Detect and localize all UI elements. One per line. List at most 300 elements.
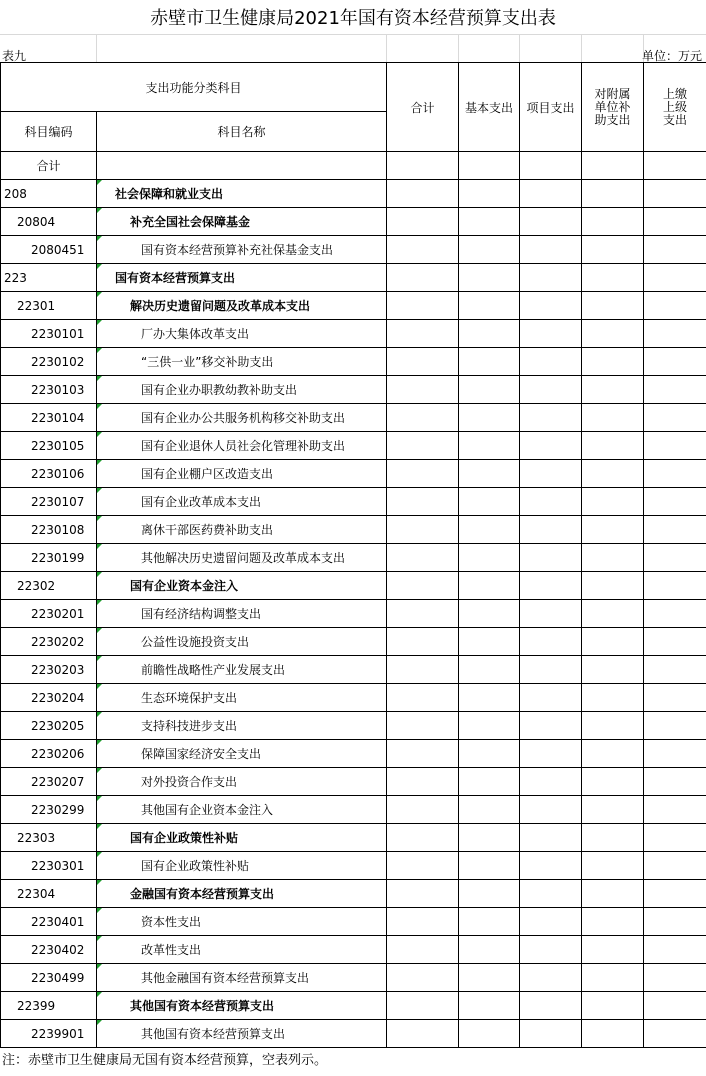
table-row [1,460,706,488]
table-cell [644,656,706,684]
table-cell [582,964,644,992]
subject-name [97,488,387,516]
subject-code: 208 [1,180,97,208]
table-cell [520,180,582,208]
table-cell [582,1020,644,1048]
table-row [1,1020,706,1048]
table-cell [520,264,582,292]
table-row [1,320,706,348]
table-row [1,572,706,600]
table-cell [644,516,706,544]
table-row [1,880,706,908]
table-cell [387,460,459,488]
cell-marker-icon [97,628,102,633]
table-cell [387,880,459,908]
table-cell [582,936,644,964]
table-row [1,628,706,656]
table-cell [582,908,644,936]
table-cell [459,684,520,712]
table-cell [459,768,520,796]
table-cell [582,348,644,376]
table-cell [387,796,459,824]
table-cell [387,180,459,208]
table-cell [459,880,520,908]
cell-marker-icon [97,292,102,297]
subject-name-text: 保障国家经济安全支出 [141,747,262,761]
table-cell [644,908,706,936]
table-cell [387,600,459,628]
subject-name [97,516,387,544]
subject-code: 2230301 [1,852,97,880]
subject-code: 2230104 [1,404,97,432]
table-cell [644,320,706,348]
table-row [1,796,706,824]
subject-name [97,768,387,796]
unit-label: 单位：万元 [641,49,702,63]
table-cell [387,684,459,712]
subject-name-text: 国有企业政策性补贴 [141,859,250,873]
cell-marker-icon [97,208,102,213]
header-project: 项目支出 [520,63,582,152]
table-cell [644,852,706,880]
subject-code: 223 [1,264,97,292]
table-cell [644,964,706,992]
table-cell [97,152,387,180]
table-cell [582,180,644,208]
subject-code: 2230205 [1,712,97,740]
table-cell [459,320,520,348]
subject-name-text: 改革性支出 [141,943,202,957]
table-cell [582,208,644,236]
table-cell [459,656,520,684]
table-cell [520,768,582,796]
table-cell [582,460,644,488]
subject-name [97,376,387,404]
table-row [1,264,706,292]
table-cell [582,236,644,264]
table-cell [644,684,706,712]
table-cell [582,432,644,460]
subject-name [97,236,387,264]
table-cell [644,152,706,180]
table-row [1,656,706,684]
subject-name-text: 资本性支出 [141,915,202,929]
table-cell [644,1020,706,1048]
table-cell [582,376,644,404]
table-cell [520,712,582,740]
subject-code: 22303 [1,824,97,852]
table-row [1,740,706,768]
header-subsidy [582,63,644,152]
table-row [1,208,706,236]
subject-code: 2239901 [1,1020,97,1048]
table-cell [520,432,582,460]
header-row [1,63,706,112]
subject-name [97,264,387,292]
table-cell [644,236,706,264]
table-cell [387,236,459,264]
gridline [581,34,582,62]
table-cell [387,208,459,236]
table-cell [582,404,644,432]
table-cell [582,880,644,908]
subject-name [97,572,387,600]
gridline [0,34,706,35]
table-cell [387,516,459,544]
table-cell [520,600,582,628]
header-basic: 基本支出 [459,63,520,152]
table-cell [520,152,582,180]
page-title: 赤壁市卫生健康局2021年国有资本经营预算支出表 [150,8,556,29]
table-cell [582,992,644,1020]
table-row [1,684,706,712]
table-cell [582,768,644,796]
subject-code: 2230499 [1,964,97,992]
table-cell [459,936,520,964]
table-cell [582,656,644,684]
subject-code: 2230202 [1,628,97,656]
cell-marker-icon [97,320,102,325]
table-cell [582,292,644,320]
table-cell [387,152,459,180]
subject-code: 2230108 [1,516,97,544]
table-cell [520,460,582,488]
table-cell [387,964,459,992]
table-cell [459,964,520,992]
header-name: 科目名称 [97,112,387,152]
subject-name-text: “三供一业”移交补助支出 [141,355,274,369]
table-cell [520,824,582,852]
subject-name-text: 其他国有资本经营预算支出 [130,999,275,1013]
table-cell [387,348,459,376]
table-cell [459,432,520,460]
table-row [1,852,706,880]
subject-name-text: 厂办大集体改革支出 [141,327,250,341]
cell-marker-icon [97,908,102,913]
table-row [1,376,706,404]
table-cell [582,600,644,628]
table-cell [459,712,520,740]
table-cell [644,348,706,376]
header-subsidy-text: 对附属单位补助支出 [594,86,631,127]
table-cell [387,404,459,432]
subject-name [97,208,387,236]
table-row [1,964,706,992]
table-cell [644,936,706,964]
table-cell [459,572,520,600]
table-cell [644,292,706,320]
cell-marker-icon [97,684,102,689]
sheet-label: 表九 [2,49,27,63]
subject-name-text: 国有企业办公共服务机构移交补助支出 [141,411,346,425]
table-cell [387,936,459,964]
subject-name-text: 国有资本经营预算补充社保基金支出 [141,243,334,257]
table-body [1,63,706,1048]
subject-code: 2230204 [1,684,97,712]
subject-name [97,320,387,348]
subject-name-text: 国有企业办职教幼教补助支出 [141,383,298,397]
cell-marker-icon [97,712,102,717]
table-row [1,824,706,852]
table-row [1,992,706,1020]
subject-code: 2230101 [1,320,97,348]
subject-name [97,740,387,768]
table-cell [644,572,706,600]
gridline [96,34,97,62]
cell-marker-icon [97,376,102,381]
subject-name [97,180,387,208]
table-cell [459,600,520,628]
table-cell [644,628,706,656]
table-cell [520,292,582,320]
gridline [386,34,387,62]
subject-code: 22304 [1,880,97,908]
table-cell [520,964,582,992]
cell-marker-icon [97,544,102,549]
total-row [1,152,706,180]
table-cell [387,908,459,936]
subject-code: 2230106 [1,460,97,488]
table-cell [582,712,644,740]
table-cell [520,208,582,236]
table-cell [387,768,459,796]
subject-name [97,908,387,936]
table-cell [520,348,582,376]
header-remit-text: 上缴上级支出 [663,86,688,127]
table-cell [387,656,459,684]
cell-marker-icon [97,572,102,577]
subject-name [97,460,387,488]
cell-marker-icon [97,880,102,885]
table-cell [387,1020,459,1048]
table-cell [644,404,706,432]
subject-name-text: 其他金融国有资本经营预算支出 [141,971,310,985]
table-cell [387,292,459,320]
table-cell [644,992,706,1020]
table-cell [520,320,582,348]
total-row-label: 合计 [1,152,97,180]
table-cell [459,1020,520,1048]
gridline [519,34,520,62]
table-row [1,768,706,796]
cell-marker-icon [97,236,102,241]
table-cell [644,712,706,740]
subject-name-text: 国有企业政策性补贴 [130,831,239,845]
table-cell [520,992,582,1020]
table-cell [582,824,644,852]
subject-name-text: 国有企业资本金注入 [130,579,239,593]
table-cell [520,656,582,684]
table-cell [459,208,520,236]
table-cell [459,544,520,572]
table-cell [644,460,706,488]
subject-name [97,880,387,908]
table-cell [387,488,459,516]
table-cell [387,544,459,572]
table-cell [459,376,520,404]
subject-code: 2230299 [1,796,97,824]
subject-name [97,544,387,572]
cell-marker-icon [97,824,102,829]
table-cell [387,432,459,460]
table-cell [644,180,706,208]
table-cell [387,572,459,600]
cell-marker-icon [97,432,102,437]
subject-name [97,292,387,320]
subject-code: 22301 [1,292,97,320]
subject-name-text: 离休干部医药费补助支出 [141,523,274,537]
table-row [1,908,706,936]
table-cell [520,796,582,824]
cell-marker-icon [97,796,102,801]
table-cell [520,880,582,908]
table-cell [644,768,706,796]
table-cell [644,488,706,516]
subject-code: 2230207 [1,768,97,796]
header-total: 合计 [387,63,459,152]
table-cell [644,376,706,404]
subject-name-text: 补充全国社会保障基金 [130,215,251,229]
cell-marker-icon [97,516,102,521]
subject-name-text: 国有资本经营预算支出 [115,271,236,285]
table-cell [387,264,459,292]
subject-name [97,992,387,1020]
table-cell [387,628,459,656]
table-cell [459,488,520,516]
subject-code: 20804 [1,208,97,236]
table-cell [582,516,644,544]
table-row [1,544,706,572]
subject-code: 2230199 [1,544,97,572]
table-cell [459,348,520,376]
table-cell [644,432,706,460]
table-cell [459,404,520,432]
table-cell [520,628,582,656]
table-cell [582,740,644,768]
subject-name-text: 其他国有资本经营预算支出 [141,1027,286,1041]
table-cell [459,264,520,292]
table-row [1,236,706,264]
table-row [1,348,706,376]
subject-code: 2230201 [1,600,97,628]
table-cell [520,516,582,544]
gridline [458,34,459,62]
table-cell [459,992,520,1020]
table-cell [644,880,706,908]
table-cell [582,320,644,348]
table-cell [459,460,520,488]
table-row [1,292,706,320]
subject-name [97,824,387,852]
cell-marker-icon [97,768,102,773]
table-cell [520,376,582,404]
table-cell [387,320,459,348]
table-cell [387,992,459,1020]
subject-code: 2230103 [1,376,97,404]
subject-name [97,964,387,992]
subject-name-text: 生态环境保护支出 [141,691,238,705]
cell-marker-icon [97,740,102,745]
table-cell [387,824,459,852]
header-code: 科目编码 [1,112,97,152]
budget-table [0,62,706,1048]
table-cell [459,628,520,656]
subject-name-text: 其他国有企业资本金注入 [141,803,274,817]
subject-code: 2230206 [1,740,97,768]
table-row [1,712,706,740]
table-cell [582,628,644,656]
table-cell [644,264,706,292]
table-cell [520,404,582,432]
table-row [1,600,706,628]
table-row [1,432,706,460]
table-cell [459,908,520,936]
table-cell [582,684,644,712]
subject-name [97,628,387,656]
table-cell [459,516,520,544]
table-cell [520,908,582,936]
cell-marker-icon [97,936,102,941]
subject-name [97,600,387,628]
table-cell [644,796,706,824]
subject-name-text: 金融国有资本经营预算支出 [130,887,275,901]
table-cell [520,684,582,712]
table-cell [387,712,459,740]
subject-name [97,936,387,964]
subject-code: 2230107 [1,488,97,516]
table-cell [459,796,520,824]
subject-code: 2230105 [1,432,97,460]
table-cell [387,740,459,768]
table-cell [582,852,644,880]
table-cell [582,544,644,572]
subject-name-text: 支持科技进步支出 [141,719,238,733]
subject-code: 22399 [1,992,97,1020]
subject-name [97,1020,387,1048]
cell-marker-icon [97,852,102,857]
table-cell [459,152,520,180]
cell-marker-icon [97,964,102,969]
subject-name-text: 社会保障和就业支出 [115,187,224,201]
table-cell [520,544,582,572]
subject-name [97,656,387,684]
table-cell [520,236,582,264]
table-cell [520,852,582,880]
subject-code: 2230102 [1,348,97,376]
table-row [1,936,706,964]
table-cell [520,1020,582,1048]
cell-marker-icon [97,180,102,185]
cell-marker-icon [97,348,102,353]
table-cell [387,852,459,880]
subject-name [97,712,387,740]
subject-name [97,432,387,460]
subject-code: 2080451 [1,236,97,264]
subject-name-text: 国有企业退休人员社会化管理补助支出 [141,439,346,453]
subject-name [97,404,387,432]
table-row [1,516,706,544]
subject-name [97,348,387,376]
table-cell [644,824,706,852]
subject-name-text: 国有经济结构调整支出 [141,607,262,621]
subject-code: 2230401 [1,908,97,936]
subject-name-text: 解决历史遗留问题及改革成本支出 [130,299,311,313]
table-cell [520,740,582,768]
table-cell [582,796,644,824]
table-cell [582,152,644,180]
cell-marker-icon [97,460,102,465]
table-cell [459,236,520,264]
